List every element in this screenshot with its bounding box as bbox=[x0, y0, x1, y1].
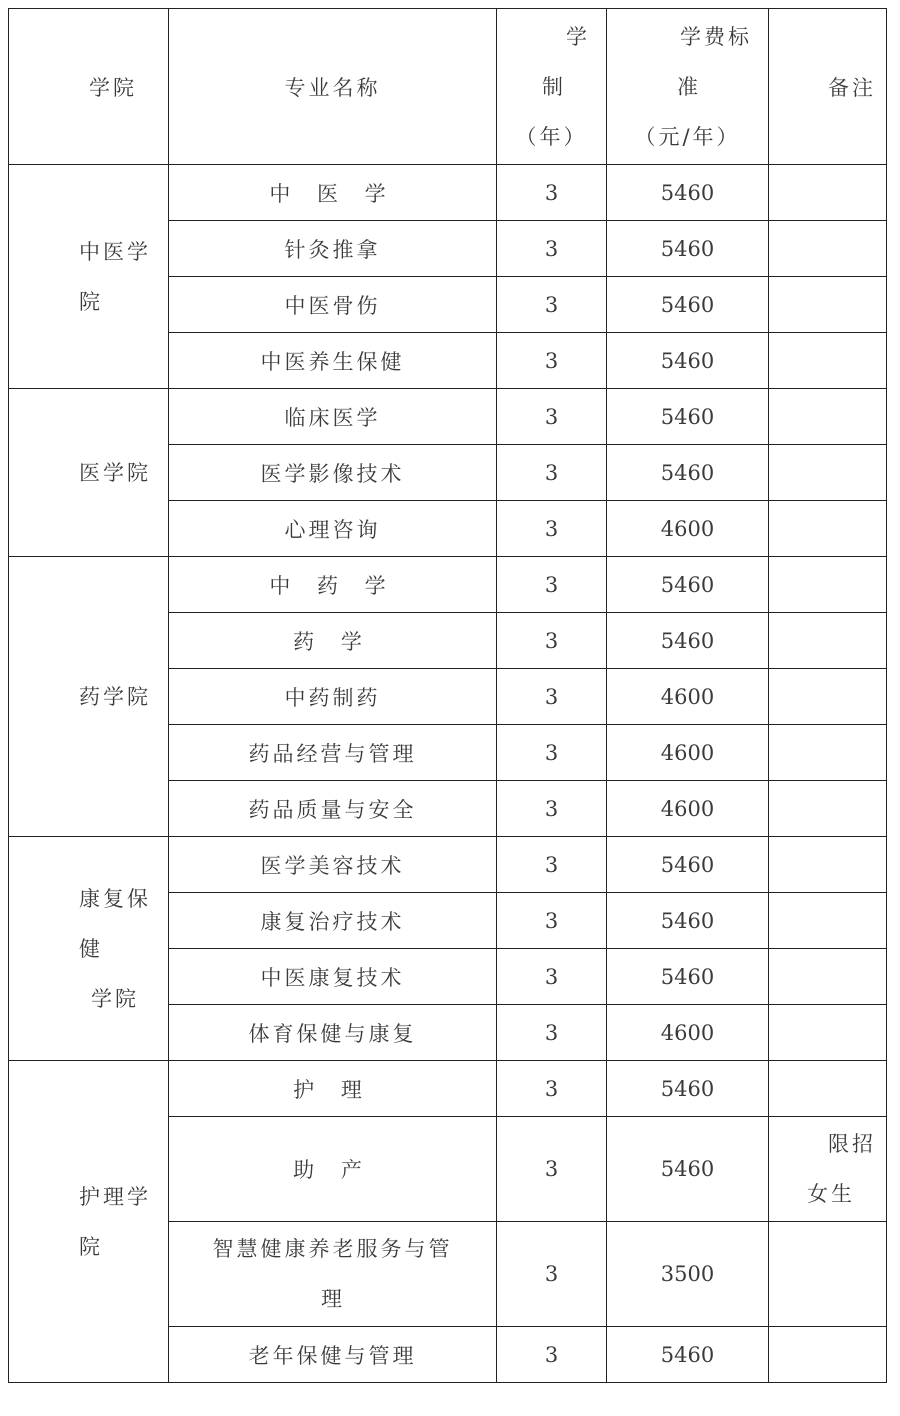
college-cell bbox=[9, 389, 169, 557]
major-line: 理 bbox=[321, 1287, 345, 1311]
fee-cell: 5460 bbox=[607, 613, 769, 669]
header-college bbox=[9, 9, 169, 165]
years-cell: 3 bbox=[497, 893, 607, 949]
table-row bbox=[9, 837, 887, 893]
header-fee bbox=[607, 9, 769, 165]
major-cell: 医学影像技术 bbox=[169, 445, 497, 501]
college-line: 院 bbox=[79, 289, 103, 314]
years-cell: 3 bbox=[497, 1222, 607, 1327]
note-cell bbox=[769, 1061, 887, 1117]
note-cell bbox=[769, 1117, 887, 1222]
fee-cell: 5460 bbox=[607, 1117, 769, 1222]
note-cell bbox=[769, 501, 887, 557]
years-cell: 3 bbox=[497, 1061, 607, 1117]
header-major-label: 专业名称 bbox=[284, 75, 381, 100]
note-cell bbox=[769, 613, 887, 669]
note-cell bbox=[769, 445, 887, 501]
note-cell bbox=[769, 1327, 887, 1383]
major-cell: 医学美容技术 bbox=[169, 837, 497, 893]
years-cell: 3 bbox=[497, 277, 607, 333]
years-cell: 3 bbox=[497, 445, 607, 501]
fee-cell: 5460 bbox=[607, 837, 769, 893]
tuition-table bbox=[8, 8, 887, 1383]
header-fee-line: 准 bbox=[677, 74, 701, 99]
major-cell bbox=[169, 1222, 497, 1327]
fee-cell: 5460 bbox=[607, 389, 769, 445]
header-duration-line: （年） bbox=[515, 124, 588, 149]
college-line: 医学院 bbox=[79, 460, 151, 485]
header-duration bbox=[497, 9, 607, 165]
header-note-label: 备注 bbox=[828, 75, 876, 100]
note-cell bbox=[769, 781, 887, 837]
years-cell: 3 bbox=[497, 613, 607, 669]
years-cell: 3 bbox=[497, 1117, 607, 1222]
header-duration-line: 学 bbox=[566, 24, 590, 49]
header-note bbox=[769, 9, 887, 165]
fee-cell: 5460 bbox=[607, 333, 769, 389]
fee-cell: 3500 bbox=[607, 1222, 769, 1327]
major-cell: 中 药 学 bbox=[169, 557, 497, 613]
header-row bbox=[9, 9, 887, 165]
fee-cell: 5460 bbox=[607, 893, 769, 949]
table-row bbox=[9, 165, 887, 221]
fee-cell: 5460 bbox=[607, 445, 769, 501]
college-line: 院 bbox=[79, 1234, 103, 1259]
years-cell: 3 bbox=[497, 501, 607, 557]
major-cell: 中药制药 bbox=[169, 669, 497, 725]
note-cell bbox=[769, 837, 887, 893]
note-cell bbox=[769, 165, 887, 221]
major-cell: 针灸推拿 bbox=[169, 221, 497, 277]
fee-cell: 5460 bbox=[607, 221, 769, 277]
fee-cell: 4600 bbox=[607, 669, 769, 725]
major-cell: 助 产 bbox=[169, 1117, 497, 1222]
fee-cell: 5460 bbox=[607, 1061, 769, 1117]
fee-cell: 4600 bbox=[607, 725, 769, 781]
note-cell bbox=[769, 949, 887, 1005]
major-cell: 中 医 学 bbox=[169, 165, 497, 221]
note-cell bbox=[769, 277, 887, 333]
major-cell: 药 学 bbox=[169, 613, 497, 669]
table-row bbox=[9, 557, 887, 613]
college-cell bbox=[9, 1061, 169, 1383]
years-cell: 3 bbox=[497, 725, 607, 781]
fee-cell: 5460 bbox=[607, 165, 769, 221]
fee-cell: 4600 bbox=[607, 501, 769, 557]
header-fee-line: （元/年） bbox=[634, 124, 741, 149]
years-cell: 3 bbox=[497, 1005, 607, 1061]
major-cell: 药品经营与管理 bbox=[169, 725, 497, 781]
college-line: 学院 bbox=[91, 986, 139, 1011]
years-cell: 3 bbox=[497, 1327, 607, 1383]
major-cell: 护 理 bbox=[169, 1061, 497, 1117]
note-cell bbox=[769, 333, 887, 389]
years-cell: 3 bbox=[497, 837, 607, 893]
note-cell bbox=[769, 557, 887, 613]
college-line: 健 bbox=[79, 936, 103, 961]
years-cell: 3 bbox=[497, 781, 607, 837]
major-cell: 中医养生保健 bbox=[169, 333, 497, 389]
note-cell bbox=[769, 1222, 887, 1327]
header-duration-line: 制 bbox=[542, 74, 566, 99]
major-cell: 老年保健与管理 bbox=[169, 1327, 497, 1383]
table-row bbox=[9, 389, 887, 445]
fee-cell: 5460 bbox=[607, 949, 769, 1005]
years-cell: 3 bbox=[497, 221, 607, 277]
college-line: 药学院 bbox=[79, 684, 151, 709]
major-line: 智慧健康养老服务与管 bbox=[212, 1237, 453, 1261]
major-cell: 心理咨询 bbox=[169, 501, 497, 557]
note-cell bbox=[769, 221, 887, 277]
header-college-label: 学院 bbox=[89, 75, 137, 100]
header-major bbox=[169, 9, 497, 165]
major-cell: 中医康复技术 bbox=[169, 949, 497, 1005]
note-cell bbox=[769, 389, 887, 445]
college-cell bbox=[9, 557, 169, 837]
major-cell: 康复治疗技术 bbox=[169, 893, 497, 949]
table-row bbox=[9, 1061, 887, 1117]
note-line: 限招 bbox=[828, 1132, 876, 1156]
college-line: 护理学 bbox=[79, 1184, 151, 1209]
fee-cell: 5460 bbox=[607, 277, 769, 333]
major-cell: 临床医学 bbox=[169, 389, 497, 445]
major-cell: 中医骨伤 bbox=[169, 277, 497, 333]
fee-cell: 4600 bbox=[607, 781, 769, 837]
college-cell bbox=[9, 837, 169, 1061]
college-line: 中医学 bbox=[79, 239, 151, 264]
fee-cell: 5460 bbox=[607, 557, 769, 613]
major-cell: 体育保健与康复 bbox=[169, 1005, 497, 1061]
note-cell bbox=[769, 725, 887, 781]
header-fee-line: 学费标 bbox=[680, 24, 752, 49]
college-cell bbox=[9, 165, 169, 389]
years-cell: 3 bbox=[497, 389, 607, 445]
years-cell: 3 bbox=[497, 165, 607, 221]
note-line: 女生 bbox=[807, 1182, 855, 1206]
years-cell: 3 bbox=[497, 669, 607, 725]
fee-cell: 4600 bbox=[607, 1005, 769, 1061]
note-cell bbox=[769, 893, 887, 949]
college-line: 康复保 bbox=[79, 886, 151, 911]
major-cell: 药品质量与安全 bbox=[169, 781, 497, 837]
note-cell bbox=[769, 1005, 887, 1061]
years-cell: 3 bbox=[497, 949, 607, 1005]
fee-cell: 5460 bbox=[607, 1327, 769, 1383]
years-cell: 3 bbox=[497, 333, 607, 389]
years-cell: 3 bbox=[497, 557, 607, 613]
note-cell bbox=[769, 669, 887, 725]
